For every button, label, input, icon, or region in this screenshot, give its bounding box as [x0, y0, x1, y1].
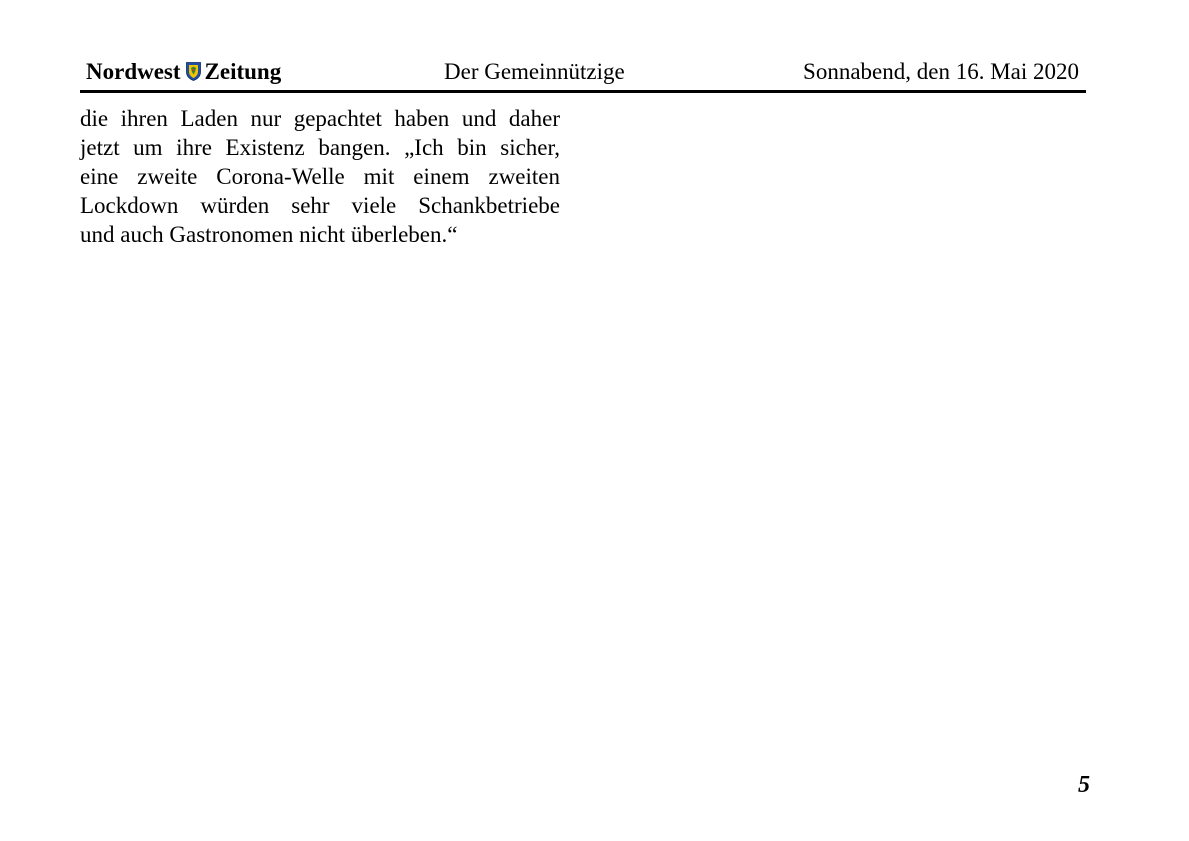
article-body: [80, 104, 560, 249]
masthead-nordwest: Nordwest: [86, 59, 181, 84]
article-line: und auch Gastronomen nicht überleben.“: [80, 222, 458, 247]
article-line: Lockdown würden sehr viele Schankbetriebe: [80, 193, 560, 218]
article-line: eine zweite Corona-Welle mit einem zweiten: [80, 164, 560, 189]
masthead: [86, 58, 281, 86]
header-rule: [80, 90, 1086, 93]
page-number: 5: [1078, 772, 1090, 798]
article-line: die ihren Laden nur gepachtet haben und daher: [80, 106, 560, 131]
coat-of-arms-icon: [186, 62, 201, 81]
issue-date: Sonnabend, den 16. Mai 2020: [803, 59, 1079, 84]
masthead-zeitung: Zeitung: [204, 59, 282, 84]
article-line: jetzt um ihre Existenz bangen. „Ich bin sicher,: [80, 135, 560, 160]
page-header: [86, 56, 1086, 90]
section-title: Der Gemeinnützige: [444, 59, 625, 84]
